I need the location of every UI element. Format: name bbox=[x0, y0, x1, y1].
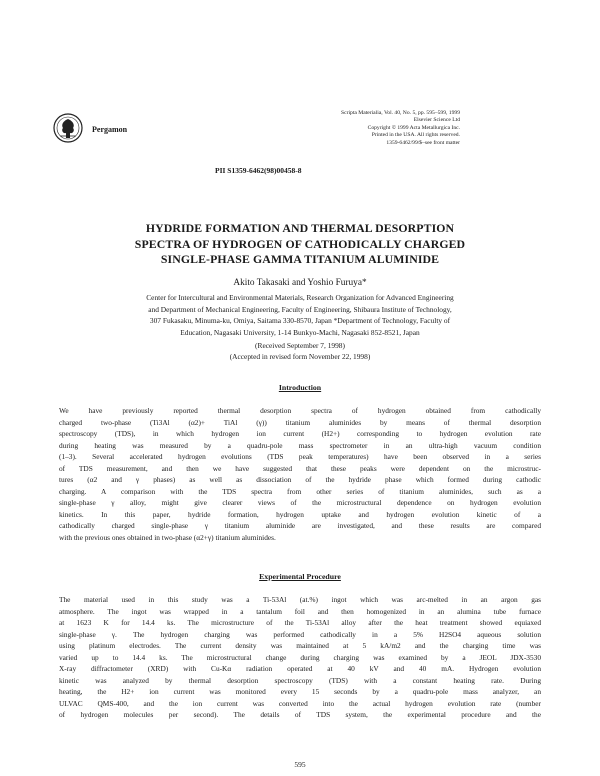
journal-citation-block bbox=[341, 110, 460, 147]
paragraph-line: heating, the H2+ ion current was monitored every 15 seconds by a quadru-pole mass analyzer, an bbox=[59, 687, 541, 696]
paragraph-line: cathodically charged single-phase γ titanium aluminide are investigated, and these results are compared bbox=[59, 521, 541, 530]
paragraph-line: kinetic was analyzed by thermal desorption spectroscopy (TDS) with a constant heating rate. During bbox=[59, 675, 541, 685]
experimental-heading: Experimental Procedure bbox=[259, 572, 341, 581]
received-date: (Received September 7, 1998) bbox=[255, 341, 345, 350]
journal-line: 1359-6462/99/$–see front matter bbox=[386, 139, 460, 146]
author-list: Akito Takasaki and Yoshio Furuya* bbox=[233, 278, 367, 288]
affiliation-line: Education, Nagasaki University, 1-14 Bunkyo-Machi, Nagasaki 852-8521, Japan bbox=[180, 327, 420, 337]
paragraph-line: spectroscopy (TDS), in which hydrogen ion current (H2+) corresponding to hydrogen evolution rate bbox=[59, 429, 541, 438]
paragraph-line: at 1623 K for 14.4 ks. The microstructure of the Ti-53Al alloy after the heat treatment showed equiaxed bbox=[59, 618, 541, 627]
paragraph-line: (1–3). Several accelerated hydrogen evolutions (TDS peak temperatures) have been observed in a series bbox=[59, 452, 541, 461]
paragraph-line: of TDS measurement, and then we have suggested that these peaks were dependent on the microstruc- bbox=[59, 463, 541, 473]
page-number: 595 bbox=[294, 760, 306, 769]
affiliation-line: 307 Fukasaku, Minuma-ku, Omiya, Saitama 330-8570, Japan *Department of Technology, Faculty of bbox=[149, 316, 451, 325]
paragraph-line: of hydrogen molecules per second). The details of TDS system, the experimental procedure and the bbox=[59, 710, 541, 719]
journal-line: Scripta Materialia, Vol. 40, No. 5, pp. 595–599, 1999 bbox=[341, 110, 460, 116]
paragraph-line: single-phase γ alloy, might give clearer views of the microstructural dependence on hydrogen evolution bbox=[59, 498, 541, 507]
paragraph-line: single-phase γ. The hydrogen charging was performed cathodically in a 5% H2SO4 aqueous solution bbox=[59, 629, 541, 639]
affiliation-line: Center for Intercultural and Environmental Materials, Research Organization for Advanced Engineering bbox=[146, 293, 454, 302]
affiliation-line: and Department of Mechanical Engineering, Faculty of Engineering, Shibaura Institute of Technology, bbox=[148, 304, 452, 314]
journal-line: Copyright © 1999 Acta Metallurgica Inc. bbox=[367, 124, 460, 131]
article-title bbox=[60, 221, 540, 268]
paragraph-line: varied up to 14.4 ks. The microstructural change during charging was examined by a JEOL JDX-3530 bbox=[59, 652, 541, 662]
pergamon-logo-icon bbox=[52, 112, 84, 144]
paragraph-line: during heating was measured by a quadru-pole mass spectrometer in an ultra-high vacuum condition bbox=[59, 440, 541, 450]
publisher-name: Pergamon bbox=[92, 125, 128, 134]
affiliations bbox=[50, 292, 550, 338]
introduction-heading: Introduction bbox=[278, 383, 322, 392]
introduction-body bbox=[59, 405, 541, 543]
article-dates bbox=[60, 340, 540, 362]
paragraph-line: The material used in this study was a Ti-53Al (at.%) ingot which was arc-melted in an argon gas bbox=[59, 595, 541, 604]
paragraph-line: X-ray diffractometer (XRD) with Cu-Kα radiation operated at 40 kV and 40 mA. Hydrogen evolution bbox=[59, 664, 541, 673]
paragraph-line: with the previous ones obtained in two-phase (α2+γ) titanium aluminides. bbox=[59, 532, 276, 542]
pii-identifier: PII S1359-6462(98)00458-8 bbox=[215, 166, 302, 175]
paragraph-line: using platinum electrodes. The current density was maintained at 5 kA/m2 and the charging time was bbox=[59, 641, 541, 650]
paragraph-line: kinetics. In this paper, hydride formation, hydrogen uptake and hydrogen evolution kinetic of a bbox=[59, 509, 541, 519]
title-line: HYDRIDE FORMATION AND THERMAL DESORPTION bbox=[145, 221, 455, 235]
paragraph-line: charging. A comparison with the TDS spectra from other series of titanium aluminides, such as a bbox=[59, 486, 541, 496]
paragraph-line: atmosphere. The ingot was wrapped in a tantalum foil and then homogenized in an alumina tube furnace bbox=[59, 606, 541, 616]
title-line: SINGLE-PHASE GAMMA TITANIUM ALUMINIDE bbox=[160, 252, 440, 266]
paragraph-line: tures (α2 and γ phases) as well as dissociation of the hydride phase which formed during cathodic bbox=[59, 475, 541, 484]
experimental-body bbox=[59, 594, 541, 721]
journal-line: Elsevier Science Ltd bbox=[413, 117, 460, 124]
paragraph-line: charged two-phase (Ti3Al (α2)+ TiAl (γ)) titanium aluminides by means of thermal desorption bbox=[59, 417, 541, 427]
paragraph-line: We have previously reported thermal desorption spectra of hydrogen obtained from cathodically bbox=[59, 406, 541, 415]
accepted-date: (Accepted in revised form November 22, 1998) bbox=[229, 352, 371, 361]
paragraph-line: ULVAC QMS-400, and the ion current was converted into the actual hydrogen evolution rate (number bbox=[59, 698, 541, 708]
title-line: SPECTRA OF HYDROGEN OF CATHODICALLY CHARGED bbox=[134, 236, 466, 251]
journal-line: Printed in the USA. All rights reserved. bbox=[371, 132, 460, 139]
